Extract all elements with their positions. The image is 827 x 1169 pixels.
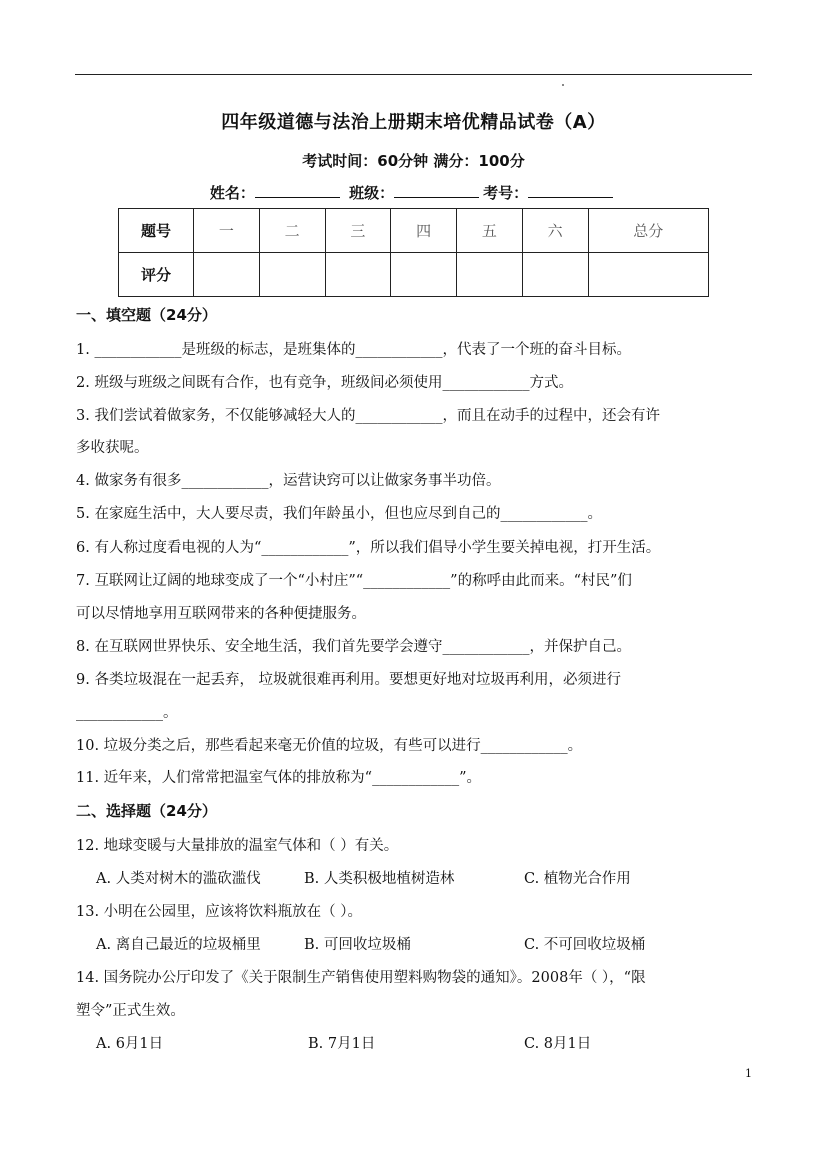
page-title: 四年级道德与法治上册期末培优精品试卷（A） bbox=[221, 112, 606, 133]
question-number-head: 题号 bbox=[119, 209, 194, 253]
score-cell-4[interactable] bbox=[391, 253, 457, 297]
section-choice-heading: 二、选择题（24分） bbox=[76, 802, 217, 820]
col-total: 总分 bbox=[588, 209, 709, 253]
question-line: 可以尽情地享用互联网带来的各种便捷服务。 bbox=[76, 606, 366, 622]
score-table bbox=[118, 208, 709, 297]
question-13: 13. 小明在公园里，应该将饮料瓶放在（ ）。 bbox=[76, 904, 363, 920]
score-cell-5[interactable] bbox=[457, 253, 523, 297]
col-2: 二 bbox=[259, 209, 325, 253]
col-3: 三 bbox=[325, 209, 391, 253]
score-table-header-row bbox=[119, 209, 709, 253]
question-line: ____________。 bbox=[76, 705, 178, 721]
score-cell-1[interactable] bbox=[194, 253, 260, 297]
question-line: 2. 班级与班级之间既有合作，也有竞争，班级间必须使用____________方式。 bbox=[76, 375, 573, 391]
question-line: 5. 在家庭生活中，大人要尽责，我们年龄虽小，但也应尽到自己的____________。 bbox=[76, 506, 602, 522]
class-label: 班级： bbox=[349, 184, 395, 202]
question-line: 10. 垃圾分类之后，那些看起来毫无价值的垃圾，有些可以进行____________。 bbox=[76, 738, 583, 754]
question-line: 3. 我们尝试着做家务，不仅能够减轻大人的____________，而且在动手的过程中，还会有许 bbox=[76, 408, 660, 424]
speck bbox=[562, 84, 564, 86]
question-line: 7. 互联网让辽阔的地球变成了一个“小村庄”“____________”的称呼由此而来。“村民”们 bbox=[76, 573, 632, 589]
col-1: 一 bbox=[194, 209, 260, 253]
q14-option-a[interactable]: A. 6月1日 bbox=[96, 1036, 164, 1052]
col-4: 四 bbox=[391, 209, 457, 253]
question-line: 9. 各类垃圾混在一起丢弃， 垃圾就很难再利用。要想更好地对垃圾再利用，必须进行 bbox=[76, 672, 622, 688]
score-table-score-row bbox=[119, 253, 709, 297]
question-14: 14. 国务院办公厅印发了《关于限制生产销售使用塑料购物袋的通知》。2008年（ ），“限 bbox=[76, 970, 646, 986]
question-14-continued: 塑令”正式生效。 bbox=[76, 1003, 185, 1019]
col-5: 五 bbox=[457, 209, 523, 253]
number-blank[interactable] bbox=[528, 183, 613, 198]
question-line: 6. 有人称过度看电视的人为“____________”，所以我们倡导小学生要关掉电视，打开生活。 bbox=[76, 540, 661, 556]
question-line: 1. ____________是班级的标志，是班集体的____________，代表了一个班的奋斗目标。 bbox=[76, 342, 631, 358]
page-number: 1 bbox=[745, 1067, 752, 1080]
section-fill-blank-heading: 一、填空题（24分） bbox=[76, 306, 217, 324]
q14-option-b[interactable]: B. 7月1日 bbox=[308, 1036, 376, 1052]
question-line: 11. 近年来，人们常常把温室气体的排放称为“____________”。 bbox=[76, 770, 481, 786]
score-cell-2[interactable] bbox=[259, 253, 325, 297]
exam-time-info: 考试时间：60分钟 满分：100分 bbox=[302, 152, 525, 170]
question-line: 多收获呢。 bbox=[76, 440, 149, 456]
q13-option-a[interactable]: A. 离自己最近的垃圾桶里 bbox=[96, 937, 261, 953]
q12-option-c[interactable]: C. 植物光合作用 bbox=[524, 871, 631, 887]
name-label: 姓名： bbox=[209, 184, 255, 202]
question-line: 8. 在互联网世界快乐、安全地生活，我们首先要学会遵守____________，并保护自己。 bbox=[76, 639, 631, 655]
score-cell-3[interactable] bbox=[325, 253, 391, 297]
question-12: 12. 地球变暖与大量排放的温室气体和（ ）有关。 bbox=[76, 838, 399, 854]
name-blank[interactable] bbox=[255, 183, 340, 198]
col-6: 六 bbox=[522, 209, 588, 253]
number-label: 考号： bbox=[483, 184, 529, 202]
question-line: 4. 做家务有很多____________，运营诀窍可以让做家务事半功倍。 bbox=[76, 473, 501, 489]
q13-option-c[interactable]: C. 不可回收垃圾桶 bbox=[524, 937, 646, 953]
score-head: 评分 bbox=[119, 253, 194, 297]
student-info-line bbox=[0, 182, 827, 203]
q14-option-c[interactable]: C. 8月1日 bbox=[524, 1036, 592, 1052]
q13-option-b[interactable]: B. 可回收垃圾桶 bbox=[304, 937, 411, 953]
header-rule bbox=[75, 74, 752, 75]
q12-option-a[interactable]: A. 人类对树木的滥砍滥伐 bbox=[96, 871, 261, 887]
class-blank[interactable] bbox=[394, 183, 479, 198]
score-cell-6[interactable] bbox=[522, 253, 588, 297]
score-cell-total[interactable] bbox=[588, 253, 709, 297]
q12-option-b[interactable]: B. 人类积极地植树造林 bbox=[304, 871, 455, 887]
